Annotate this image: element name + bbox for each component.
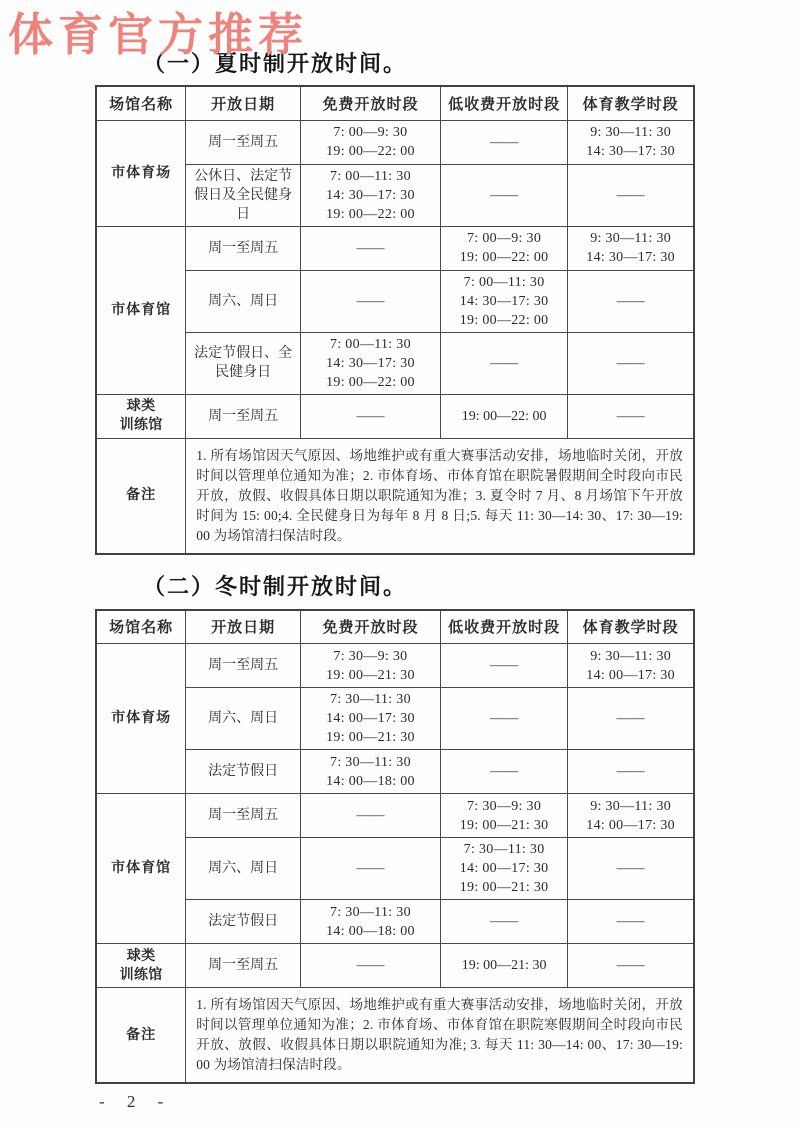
- winter-section-title: （二）冬时制开放时间。: [143, 573, 408, 599]
- table-cell: ——: [440, 120, 567, 164]
- table-cell: 周一至周五: [186, 644, 301, 688]
- table-row: [96, 988, 694, 1084]
- winter-schedule-table: [95, 609, 695, 1085]
- table-cell: 9: 30—11: 30 14: 00—17: 30: [568, 794, 694, 838]
- table-cell: 法定节假日: [186, 900, 301, 944]
- table-cell: 9: 30—11: 30 14: 30—17: 30: [568, 226, 694, 270]
- table-row: [96, 794, 694, 838]
- table-cell: 公休日、法定节假日及全民健身日: [186, 164, 301, 226]
- column-header: 场馆名称: [96, 610, 186, 644]
- table-cell: ——: [568, 838, 694, 900]
- table-cell: ——: [568, 164, 694, 226]
- venue-cell: 市体育馆: [96, 226, 186, 394]
- table-cell: 周一至周五: [186, 794, 301, 838]
- table-cell: 7: 30—11: 30 14: 00—17: 30 19: 00—21: 30: [440, 838, 567, 900]
- table-cell: 周六、周日: [186, 270, 301, 332]
- table-cell: 7: 00—11: 30 14: 30—17: 30 19: 00—22: 00: [301, 332, 441, 394]
- venue-cell: 市体育场: [96, 120, 186, 226]
- column-header: 免费开放时段: [301, 86, 441, 120]
- table-row: [96, 644, 694, 688]
- venue-cell: 备注: [96, 438, 186, 554]
- table-cell: ——: [301, 794, 441, 838]
- table-cell: ——: [440, 644, 567, 688]
- table-cell: 7: 00—9: 30 19: 00—22: 00: [301, 120, 441, 164]
- table-cell: ——: [568, 688, 694, 750]
- note-cell: 1. 所有场馆因天气原因、场地维护或有重大赛事活动安排，场地临时关闭，开放时间以管理单位通知为准；2. 市体育场、市体育馆在职院寒假期间全时段向市民开放、放假、收假具体日期以职院通知为准; 3. 每天 11: 30—14: 00、17: 30—19: 00 为场馆清扫保洁时段。: [186, 988, 694, 1084]
- table-cell: 周一至周五: [186, 120, 301, 164]
- table-row: [96, 270, 694, 332]
- document-content: [95, 0, 695, 1112]
- table-cell: 7: 00—11: 30 14: 30—17: 30 19: 00—22: 00: [440, 270, 567, 332]
- table-cell: 7: 30—11: 30 14: 00—17: 30 19: 00—21: 30: [301, 688, 441, 750]
- table-cell: ——: [440, 750, 567, 794]
- table-cell: ——: [568, 750, 694, 794]
- column-header: 场馆名称: [96, 86, 186, 120]
- table-cell: 7: 30—9: 30 19: 00—21: 30: [301, 644, 441, 688]
- table-cell: ——: [440, 164, 567, 226]
- venue-cell: 市体育馆: [96, 794, 186, 944]
- column-header: 体育教学时段: [568, 86, 694, 120]
- table-row: [96, 120, 694, 164]
- table-row: [96, 394, 694, 438]
- note-cell: 1. 所有场馆因天气原因、场地维护或有重大赛事活动安排，场地临时关闭，开放时间以管理单位通知为准；2. 市体育场、市体育馆在职院暑假期间全时段向市民开放，放假、收假具体日期以职院通知为准；3. 夏令时 7 月、8 月场馆下午开放时间为 15: 00;4. 全民健身日为每年 8 月 8 日;5. 每天 11: 30—14: 30、17: 30—19: 00 为场馆清扫保洁时段。: [186, 438, 694, 554]
- table-cell: 法定节假日、全民健身日: [186, 332, 301, 394]
- table-cell: ——: [301, 944, 441, 988]
- header-row: [96, 86, 694, 120]
- table-cell: 周一至周五: [186, 944, 301, 988]
- table-cell: 7: 30—9: 30 19: 00—21: 30: [440, 794, 567, 838]
- table-row: [96, 900, 694, 944]
- table-cell: ——: [440, 900, 567, 944]
- table-cell: 7: 30—11: 30 14: 00—18: 00: [301, 750, 441, 794]
- table-cell: ——: [568, 332, 694, 394]
- page-number: - 2 -: [99, 1092, 173, 1111]
- table-cell: 9: 30—11: 30 14: 00—17: 30: [568, 644, 694, 688]
- table-cell: ——: [301, 226, 441, 270]
- table-row: [96, 688, 694, 750]
- column-header: 低收费开放时段: [440, 86, 567, 120]
- summer-schedule-table: [95, 85, 695, 555]
- venue-cell: 球类 训练馆: [96, 944, 186, 988]
- table-cell: ——: [568, 900, 694, 944]
- table-cell: 周六、周日: [186, 688, 301, 750]
- table-cell: ——: [568, 944, 694, 988]
- table-cell: 7: 30—11: 30 14: 00—18: 00: [301, 900, 441, 944]
- venue-cell: 备注: [96, 988, 186, 1084]
- table-cell: ——: [301, 394, 441, 438]
- venue-cell: 球类 训练馆: [96, 394, 186, 438]
- table-cell: 周六、周日: [186, 838, 301, 900]
- table-row: [96, 838, 694, 900]
- table-row: [96, 332, 694, 394]
- table-cell: 周一至周五: [186, 394, 301, 438]
- table-cell: ——: [440, 688, 567, 750]
- table-cell: 法定节假日: [186, 750, 301, 794]
- venue-cell: 市体育场: [96, 644, 186, 794]
- table-cell: 周一至周五: [186, 226, 301, 270]
- column-header: 开放日期: [186, 86, 301, 120]
- summer-section-title: （一）夏时制开放时间。: [143, 51, 408, 76]
- table-cell: ——: [568, 394, 694, 438]
- table-cell: ——: [301, 270, 441, 332]
- column-header: 体育教学时段: [568, 610, 694, 644]
- table-cell: ——: [568, 270, 694, 332]
- header-row: [96, 610, 694, 644]
- table-row: [96, 750, 694, 794]
- table-cell: ——: [301, 838, 441, 900]
- table-row: [96, 164, 694, 226]
- table-row: [96, 226, 694, 270]
- column-header: 低收费开放时段: [440, 610, 567, 644]
- table-cell: 7: 00—11: 30 14: 30—17: 30 19: 00—22: 00: [301, 164, 441, 226]
- table-row: [96, 944, 694, 988]
- column-header: 开放日期: [186, 610, 301, 644]
- table-row: [96, 438, 694, 554]
- table-cell: 7: 00—9: 30 19: 00—22: 00: [440, 226, 567, 270]
- table-cell: 19: 00—22: 00: [440, 394, 567, 438]
- table-cell: ——: [440, 332, 567, 394]
- watermark-text: 体育官方推荐: [8, 10, 309, 60]
- column-header: 免费开放时段: [301, 610, 441, 644]
- table-cell: 19: 00—21: 30: [440, 944, 567, 988]
- table-cell: 9: 30—11: 30 14: 30—17: 30: [568, 120, 694, 164]
